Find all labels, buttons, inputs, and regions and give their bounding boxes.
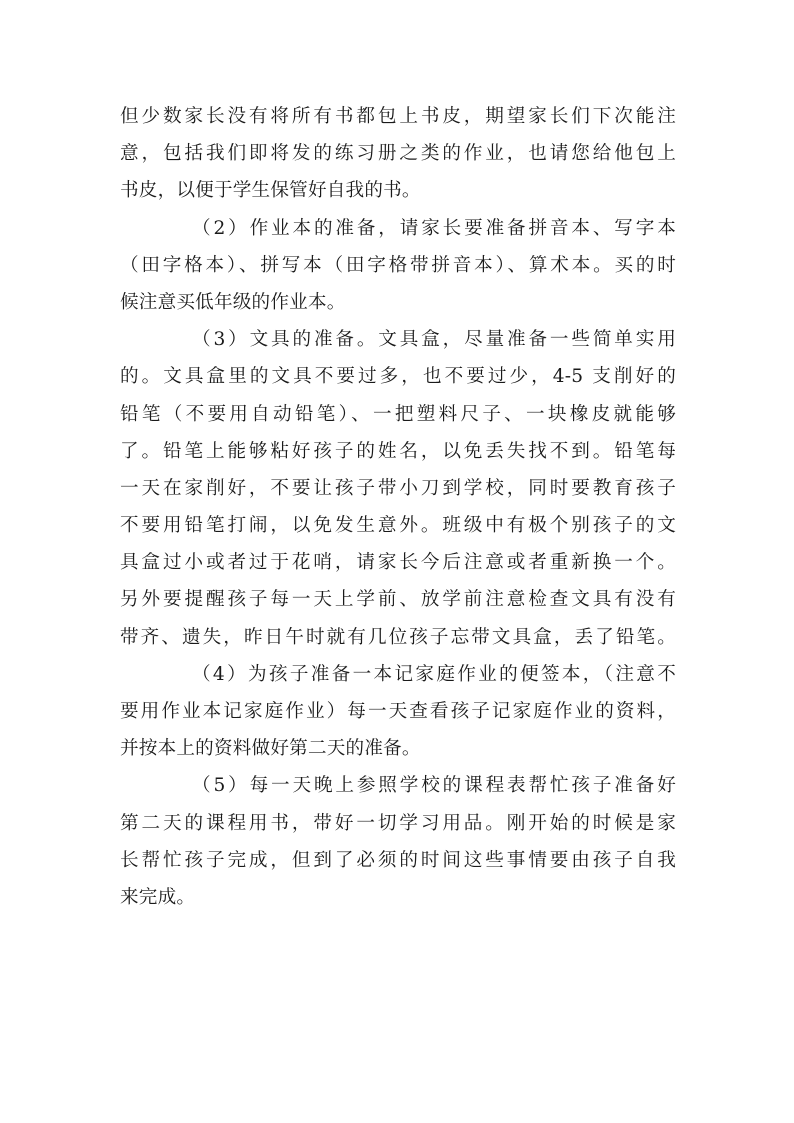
paragraph-first-line: （3）文具的准备。文具盒，尽量准备一些简单实用 [192,329,676,351]
text-line: 候注意买低年级的作业本。 [120,291,346,313]
text-line: 书皮，以便于学生保管好自我的书。 [120,180,421,202]
text-line: 不要用铅笔打闹，以免发生意外。班级中有极个别孩子的文 [120,515,676,537]
text-line: 的。文具盒里的文具不要过多，也不要过少，4-5 支削好的 [120,366,676,388]
text-line: 但少数家长没有将所有书都包上书皮，期望家长们下次能注 [120,106,676,127]
text-line: 带齐、遗失，昨日午时就有几位孩子忘带文具盒，丢了铅笔。 [120,626,676,648]
body-text [120,98,676,916]
paragraph-first-line: （4）为孩子准备一本记家庭作业的便签本，（注意不 [192,663,676,685]
text-line: 第二天的课程用书，带好一切学习用品。刚开始的时候是家 [120,812,676,834]
text-line: 意，包括我们即将发的练习册之类的作业，也请您给他包上 [120,143,676,165]
text-line: 要用作业本记家庭作业）每一天查看孩子记家庭作业的资料， [120,701,676,722]
text-line: 具盒过小或者过于花哨，请家长今后注意或者重新换一个。 [120,552,676,574]
text-line: 了。铅笔上能够粘好孩子的姓名，以免丢失找不到。铅笔每 [120,440,676,462]
text-line: 一天在家削好，不要让孩子带小刀到学校，同时要教育孩子 [120,477,676,499]
text-line: 铅笔（不要用自动铅笔）、一把塑料尺子、一块橡皮就能够 [120,403,676,425]
paragraph-first-line: （5）每一天晚上参照学校的课程表帮忙孩子准备好 [192,775,676,797]
text-line: 并按本上的资料做好第二天的准备。 [120,738,421,760]
text-line: （田字格本）、拼写本（田字格带拼音本）、算术本。买的时 [120,254,676,276]
text-line: 来完成。 [120,886,196,908]
paragraph-first-line: （2）作业本的准备，请家长要准备拼音本、写字本 [192,217,676,239]
text-line: 另外要提醒孩子每一天上学前、放学前注意检查文具有没有 [120,589,676,611]
text-line: 长帮忙孩子完成，但到了必须的时间这些事情要由孩子自我 [120,849,676,871]
